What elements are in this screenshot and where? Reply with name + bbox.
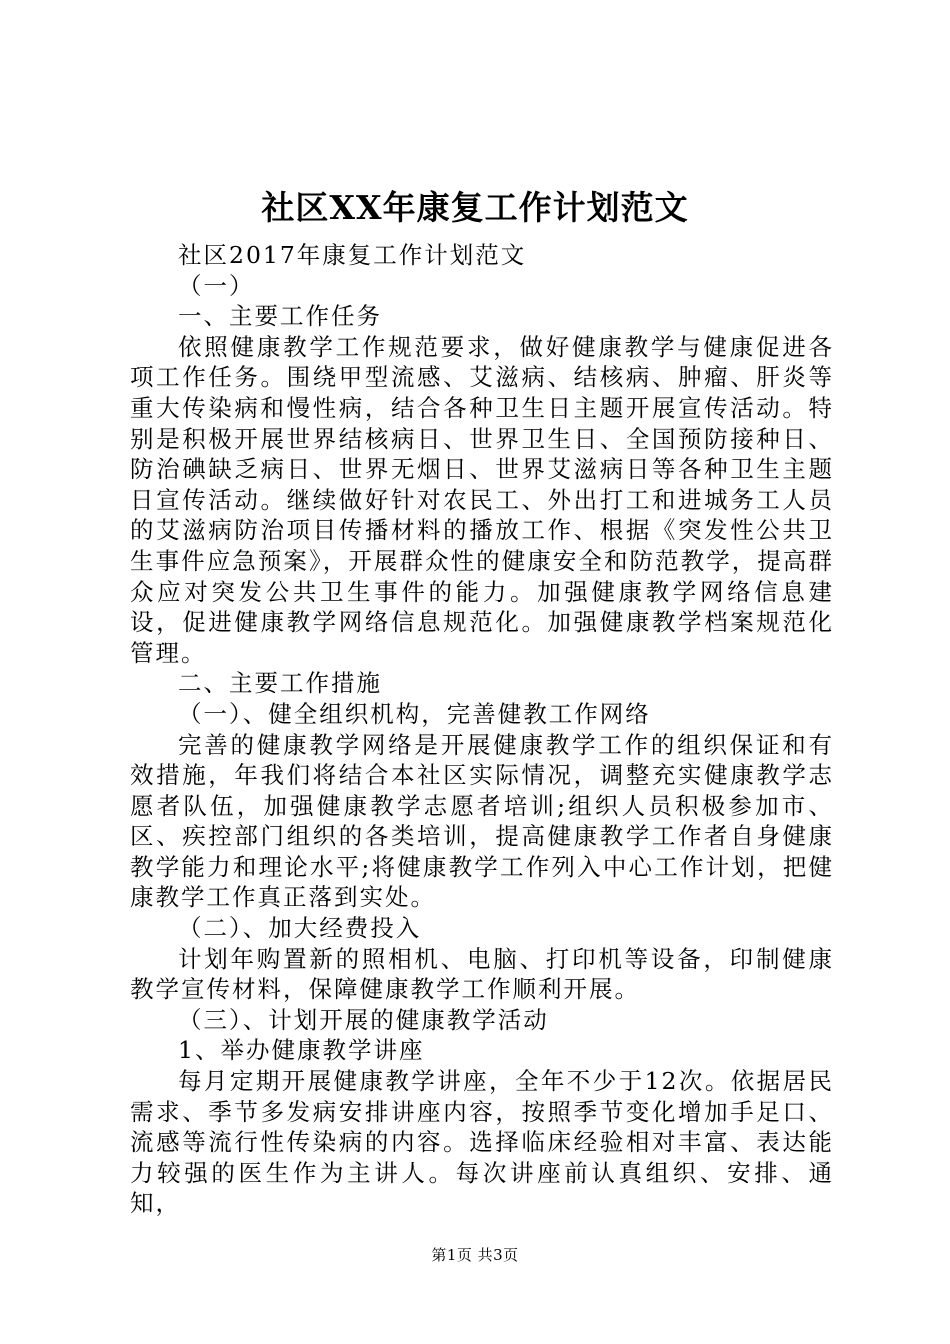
paragraph-main-tasks: 依照健康教学工作规范要求，做好健康教学与健康促进各项工作任务。围绕甲型流感、艾滋病、结核病、肿瘤、肝炎等重大传染病和慢性病，结合各种卫生日主题开展宣传活动。特别是积极开展世界结核病日、世界卫生日、全国预防接种日、防治碘缺乏病日、世界无烟日、世界艾滋病日等各种卫生主题日宣传活动。继续做好针对农民工、外出打工和进城务工人员的艾滋病防治项目传播材料的播放工作、根据《突发性公共卫生事件应急预案》，开展群众性的健康安全和防范教学，提高群众应对突发公共卫生事件的能力。加强健康教学网络信息建设，促进健康教学网络信息规范化。加强健康教学档案规范化管理。 [130, 332, 834, 667]
heading-main-tasks: 一、主要工作任务 [178, 302, 382, 331]
heading-main-measures: 二、主要工作措施 [178, 669, 382, 698]
subheading-activities: （三）、计划开展的健康教学活动 [178, 1005, 549, 1034]
paragraph-part-marker: （一） [178, 271, 255, 300]
document-body [130, 240, 834, 1219]
page-footer: 第1页 共3页 [431, 1246, 519, 1264]
document-title: 社区XX年康复工作计划范文 [261, 188, 689, 227]
subheading-organization: （一）、健全组织机构，完善健教工作网络 [178, 699, 651, 728]
paragraph-lectures: 每月定期开展健康教学讲座，全年不少于12次。依据居民需求、季节多发病安排讲座内容，按照季节变化增加手足口、流感等流行性传染病的内容。选择临床经验相对丰富、表达能力较强的医生作为主讲人。每次讲座前认真组织、安排、通知， [130, 1067, 834, 1218]
subheading-funding: （二）、加大经费投入 [178, 914, 422, 943]
subheading-lectures: 1、举办健康教学讲座 [178, 1036, 425, 1065]
paragraph-organization: 完善的健康教学网络是开展健康教学工作的组织保证和有效措施，年我们将结合本社区实际情况，调整充实健康教学志愿者队伍，加强健康教学志愿者培训;组织人员积极参加市、区、疾控部门组织的各类培训，提高健康教学工作者自身健康教学能力和理论水平;将健康教学工作列入中心工作计划，把健康教学工作真正落到实处。 [130, 730, 834, 912]
paragraph-funding: 计划年购置新的照相机、电脑、打印机等设备，印制健康教学宣传材料，保障健康教学工作顺利开展。 [130, 944, 834, 1004]
paragraph-subtitle: 社区2017年康复工作计划范文 [178, 241, 527, 269]
